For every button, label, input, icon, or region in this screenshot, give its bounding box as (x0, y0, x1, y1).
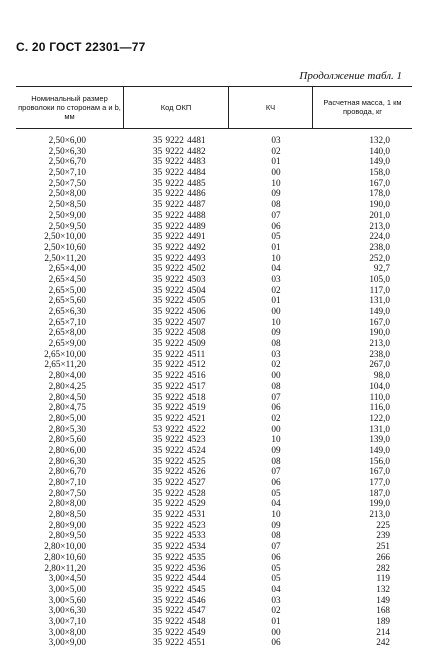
cell-mass: 213,0 (369, 509, 390, 520)
cell-okp: 35 9222 4534 (153, 541, 206, 552)
table-row (0, 306, 422, 317)
table-body (0, 135, 422, 648)
cell-kch: 09 (271, 188, 281, 199)
cell-mass: 132,0 (369, 135, 390, 145)
cell-okp: 35 9222 4512 (153, 359, 206, 370)
cell-kch: 01 (271, 615, 281, 626)
cell-mass: 214 (376, 626, 390, 637)
cell-mass: 199,0 (369, 498, 390, 509)
cell-size: 2,80×6,00 (48, 444, 86, 455)
cell-mass: 149,0 (369, 156, 390, 167)
cell-size: 2,80×11,20 (44, 562, 86, 573)
cell-kch: 06 (271, 477, 281, 487)
table-row (0, 349, 422, 360)
cell-okp: 35 9222 4523 (153, 519, 206, 530)
table-continuation-label: Продолжение табл. 1 (299, 70, 402, 82)
cell-size: 2,80×6,70 (48, 466, 86, 477)
cell-kch: 03 (271, 273, 281, 284)
table-row (0, 584, 422, 595)
table-row (0, 541, 422, 552)
cell-mass: 116,0 (369, 402, 390, 413)
column-header-kch: КЧ (265, 102, 276, 112)
page-header: С. 20 ГОСТ 22301—77 (16, 40, 146, 54)
cell-size: 2,80×4,75 (48, 402, 86, 413)
table-row (0, 317, 422, 328)
cell-okp: 35 9222 4507 (153, 316, 206, 327)
cell-size: 2,80×9,00 (48, 519, 86, 530)
cell-size: 2,65×6,30 (48, 306, 86, 316)
cell-mass: 266 (376, 551, 390, 562)
cell-okp: 35 9222 4491 (153, 231, 206, 242)
cell-kch: 10 (271, 509, 281, 520)
cell-okp: 35 9222 4484 (153, 167, 206, 178)
cell-okp: 35 9222 4511 (153, 348, 206, 359)
table-row (0, 434, 422, 445)
table-row (0, 563, 422, 574)
cell-size: 2,50×10,00 (44, 231, 86, 242)
cell-okp: 35 9222 4535 (153, 551, 206, 562)
cell-size: 2,80×5,30 (48, 423, 86, 434)
cell-okp: 35 9222 4528 (153, 487, 206, 498)
cell-mass: 225 (376, 519, 390, 530)
cell-okp: 35 9222 4551 (153, 637, 206, 648)
cell-kch: 04 (271, 263, 281, 274)
cell-kch: 00 (271, 306, 281, 316)
cell-size: 2,50×11,20 (44, 252, 86, 263)
cell-okp: 35 9222 4493 (153, 252, 206, 263)
table-row (0, 327, 422, 338)
cell-kch: 02 (271, 412, 281, 423)
table-row (0, 456, 422, 467)
cell-mass: 190,0 (369, 199, 390, 210)
cell-size: 2,50×10,60 (44, 241, 86, 252)
cell-size: 2,50×8,00 (48, 188, 86, 199)
cell-mass: 213,0 (369, 338, 390, 349)
cell-size: 2,50×9,50 (48, 220, 86, 231)
cell-okp: 35 9222 4506 (153, 306, 206, 316)
cell-kch: 05 (271, 487, 281, 498)
cell-mass: 167,0 (369, 316, 390, 327)
cell-size: 2,50×7,50 (48, 177, 86, 188)
cell-kch: 08 (271, 530, 281, 541)
cell-kch: 06 (271, 220, 281, 231)
cell-kch: 00 (271, 167, 281, 178)
cell-mass: 105,0 (369, 273, 390, 284)
cell-mass: 251 (376, 541, 390, 552)
cell-size: 2,80×10,00 (44, 541, 86, 552)
cell-kch: 07 (271, 466, 281, 477)
cell-kch: 08 (271, 380, 281, 391)
table-row (0, 616, 422, 627)
cell-okp: 35 9222 4517 (153, 380, 206, 391)
cell-size: 2,80×7,10 (48, 477, 86, 487)
cell-kch: 07 (271, 391, 281, 402)
cell-okp: 35 9222 4483 (153, 156, 206, 167)
cell-okp: 35 9222 4485 (153, 177, 206, 188)
table-row (0, 167, 422, 178)
table-row (0, 595, 422, 606)
cell-okp: 35 9222 4531 (153, 509, 206, 520)
cell-mass: 131,0 (369, 295, 390, 306)
table-row (0, 188, 422, 199)
cell-mass: 104,0 (369, 380, 390, 391)
table-row (0, 274, 422, 285)
table-row (0, 338, 422, 349)
cell-size: 2,50×6,30 (48, 145, 86, 156)
cell-size: 2,80×4,50 (48, 391, 86, 402)
cell-kch: 07 (271, 209, 281, 220)
table-row (0, 424, 422, 435)
cell-size: 2,65×10,00 (44, 348, 86, 359)
cell-mass: 139,0 (369, 434, 390, 445)
cell-mass: 149,0 (369, 444, 390, 455)
table-row (0, 156, 422, 167)
table-row (0, 392, 422, 403)
cell-mass: 117,0 (369, 284, 390, 295)
cell-kch: 05 (271, 573, 281, 584)
cell-mass: 239 (376, 530, 390, 541)
cell-okp: 35 9222 4546 (153, 594, 206, 605)
cell-okp: 35 9222 4529 (153, 498, 206, 509)
cell-kch: 01 (271, 156, 281, 167)
cell-okp: 35 9222 4509 (153, 338, 206, 349)
cell-size: 2,80×4,25 (48, 380, 86, 391)
cell-mass: 167,0 (369, 177, 390, 188)
cell-mass: 201,0 (369, 209, 390, 220)
cell-kch: 09 (271, 519, 281, 530)
cell-size: 2,65×5,00 (48, 284, 86, 295)
cell-okp: 35 9222 4503 (153, 273, 206, 284)
table-row (0, 359, 422, 370)
cell-okp: 35 9222 4536 (153, 562, 206, 573)
cell-okp: 35 9222 4505 (153, 295, 206, 306)
table-row (0, 402, 422, 413)
cell-mass: 189 (376, 615, 390, 626)
cell-kch: 01 (271, 295, 281, 306)
table-row (0, 295, 422, 306)
table-row (0, 637, 422, 648)
cell-size: 2,65×8,00 (48, 327, 86, 338)
cell-mass: 238,0 (369, 241, 390, 252)
table-row (0, 477, 422, 488)
cell-okp: 35 9222 4533 (153, 530, 206, 541)
cell-kch: 10 (271, 434, 281, 445)
table-row (0, 381, 422, 392)
column-header-size: Номинальный размер проволоки по сторонам a и b, мм (18, 93, 121, 121)
cell-kch: 06 (271, 637, 281, 648)
cell-mass: 149,0 (369, 306, 390, 316)
cell-kch: 01 (271, 241, 281, 252)
cell-kch: 09 (271, 444, 281, 455)
cell-kch: 00 (271, 626, 281, 637)
table-row (0, 552, 422, 563)
cell-okp: 35 9222 4548 (153, 615, 206, 626)
cell-mass: 167,0 (369, 466, 390, 477)
cell-size: 2,50×8,50 (48, 199, 86, 210)
cell-size: 2,50×7,10 (48, 167, 86, 178)
cell-mass: 213,0 (369, 220, 390, 231)
cell-okp: 35 9222 4486 (153, 188, 206, 199)
cell-mass: 140,0 (369, 145, 390, 156)
cell-mass: 131,0 (369, 423, 390, 434)
cell-okp: 53 9222 4522 (153, 423, 206, 434)
cell-mass: 132 (376, 583, 390, 594)
cell-size: 2,80×5,60 (48, 434, 86, 445)
cell-okp: 35 9222 4482 (153, 145, 206, 156)
table-row (0, 520, 422, 531)
table-row (0, 605, 422, 616)
cell-kch: 08 (271, 455, 281, 466)
cell-okp: 35 9222 4488 (153, 209, 206, 220)
cell-mass: 267,0 (369, 359, 390, 370)
cell-kch: 09 (271, 327, 281, 338)
cell-okp: 35 9222 4544 (153, 573, 206, 584)
table-row (0, 210, 422, 221)
cell-mass: 156,0 (369, 455, 390, 466)
cell-mass: 177,0 (369, 477, 390, 487)
cell-size: 2,80×10,60 (44, 551, 86, 562)
table-row (0, 413, 422, 424)
cell-kch: 08 (271, 338, 281, 349)
cell-mass: 119 (376, 573, 390, 584)
cell-mass: 178,0 (369, 188, 390, 199)
cell-kch: 02 (271, 605, 281, 616)
table-row (0, 242, 422, 253)
cell-okp: 35 9222 4527 (153, 477, 206, 487)
cell-okp: 35 9222 4549 (153, 626, 206, 637)
cell-kch: 07 (271, 541, 281, 552)
cell-kch: 08 (271, 199, 281, 210)
table-row (0, 370, 422, 381)
cell-okp: 35 9222 4545 (153, 583, 206, 594)
cell-okp: 35 9222 4504 (153, 284, 206, 295)
table-row (0, 221, 422, 232)
cell-kch: 04 (271, 498, 281, 509)
cell-okp: 35 9222 4525 (153, 455, 206, 466)
cell-okp: 35 9222 4521 (153, 412, 206, 423)
cell-kch: 00 (271, 423, 281, 434)
cell-okp: 35 9222 4518 (153, 391, 206, 402)
cell-kch: 10 (271, 252, 281, 263)
cell-mass: 168 (376, 605, 390, 616)
cell-size: 2,65×11,20 (44, 359, 86, 370)
cell-okp: 35 9222 4508 (153, 327, 206, 338)
cell-size: 3,00×5,60 (48, 594, 86, 605)
cell-size: 2,80×8,50 (48, 509, 86, 520)
cell-size: 2,80×7,50 (48, 487, 86, 498)
cell-mass: 187,0 (369, 487, 390, 498)
table-row (0, 488, 422, 499)
cell-mass: 190,0 (369, 327, 390, 338)
table-row (0, 146, 422, 157)
cell-mass: 158,0 (369, 167, 390, 178)
cell-size: 3,00×4,50 (48, 573, 86, 584)
cell-mass: 224,0 (369, 231, 390, 242)
cell-mass: 252,0 (369, 252, 390, 263)
cell-okp: 35 9222 4489 (153, 220, 206, 231)
cell-kch: 02 (271, 359, 281, 370)
cell-kch: 05 (271, 231, 281, 242)
cell-size: 3,00×6,30 (48, 605, 86, 616)
cell-okp: 35 9222 4487 (153, 199, 206, 210)
cell-size: 2,50×6,00 (48, 135, 86, 145)
cell-okp: 35 9222 4516 (153, 370, 206, 381)
cell-size: 2,80×6,30 (48, 455, 86, 466)
cell-kch: 03 (271, 594, 281, 605)
cell-okp: 35 9222 4502 (153, 263, 206, 274)
cell-okp: 35 9222 4547 (153, 605, 206, 616)
cell-size: 2,80×9,50 (48, 530, 86, 541)
cell-okp: 35 9222 4526 (153, 466, 206, 477)
cell-size: 2,80×5,00 (48, 412, 86, 423)
column-header-mass: Расчетная масса, 1 км провода, кг (323, 98, 402, 116)
cell-size: 2,65×5,60 (48, 295, 86, 306)
cell-size: 3,00×5,00 (48, 583, 86, 594)
cell-mass: 238,0 (369, 348, 390, 359)
table-row (0, 498, 422, 509)
cell-kch: 06 (271, 402, 281, 413)
table-row (0, 135, 422, 146)
cell-okp: 35 9222 4481 (153, 135, 206, 145)
cell-mass: 122,0 (369, 412, 390, 423)
cell-size: 2,65×7,10 (48, 316, 86, 327)
table-row (0, 573, 422, 584)
cell-size: 2,65×4,00 (48, 263, 86, 274)
table-row (0, 253, 422, 264)
cell-size: 3,00×9,00 (48, 637, 86, 648)
cell-kch: 03 (271, 348, 281, 359)
cell-okp: 35 9222 4523 (153, 434, 206, 445)
column-header-okp: Код ОКП (160, 102, 192, 112)
cell-kch: 06 (271, 551, 281, 562)
table-row (0, 445, 422, 456)
table-row (0, 199, 422, 210)
cell-size: 2,80×8,00 (48, 498, 86, 509)
table-row (0, 627, 422, 638)
table-header-rule (16, 128, 412, 129)
table-row (0, 178, 422, 189)
cell-kch: 02 (271, 145, 281, 156)
table-row (0, 509, 422, 520)
cell-kch: 10 (271, 177, 281, 188)
cell-size: 2,50×6,70 (48, 156, 86, 167)
cell-kch: 04 (271, 583, 281, 594)
table-row (0, 530, 422, 541)
cell-size: 3,00×8,00 (48, 626, 86, 637)
cell-kch: 03 (271, 135, 281, 145)
cell-mass: 92,7 (373, 263, 390, 274)
table-row (0, 285, 422, 296)
cell-kch: 02 (271, 284, 281, 295)
cell-okp: 35 9222 4519 (153, 402, 206, 413)
cell-size: 2,65×9,00 (48, 338, 86, 349)
cell-mass: 242 (376, 637, 390, 648)
table-row (0, 466, 422, 477)
cell-size: 2,80×4,00 (48, 370, 86, 381)
cell-kch: 10 (271, 316, 281, 327)
cell-mass: 149 (376, 594, 390, 605)
cell-mass: 282 (376, 562, 390, 573)
cell-size: 2,50×9,00 (48, 209, 86, 220)
cell-size: 2,65×4,50 (48, 273, 86, 284)
cell-okp: 35 9222 4492 (153, 241, 206, 252)
table-row (0, 263, 422, 274)
cell-kch: 05 (271, 562, 281, 573)
cell-kch: 00 (271, 370, 281, 381)
cell-okp: 35 9222 4524 (153, 444, 206, 455)
cell-mass: 110,0 (369, 391, 390, 402)
cell-mass: 98,0 (373, 370, 390, 381)
cell-size: 3,00×7,10 (48, 615, 86, 626)
table-row (0, 231, 422, 242)
